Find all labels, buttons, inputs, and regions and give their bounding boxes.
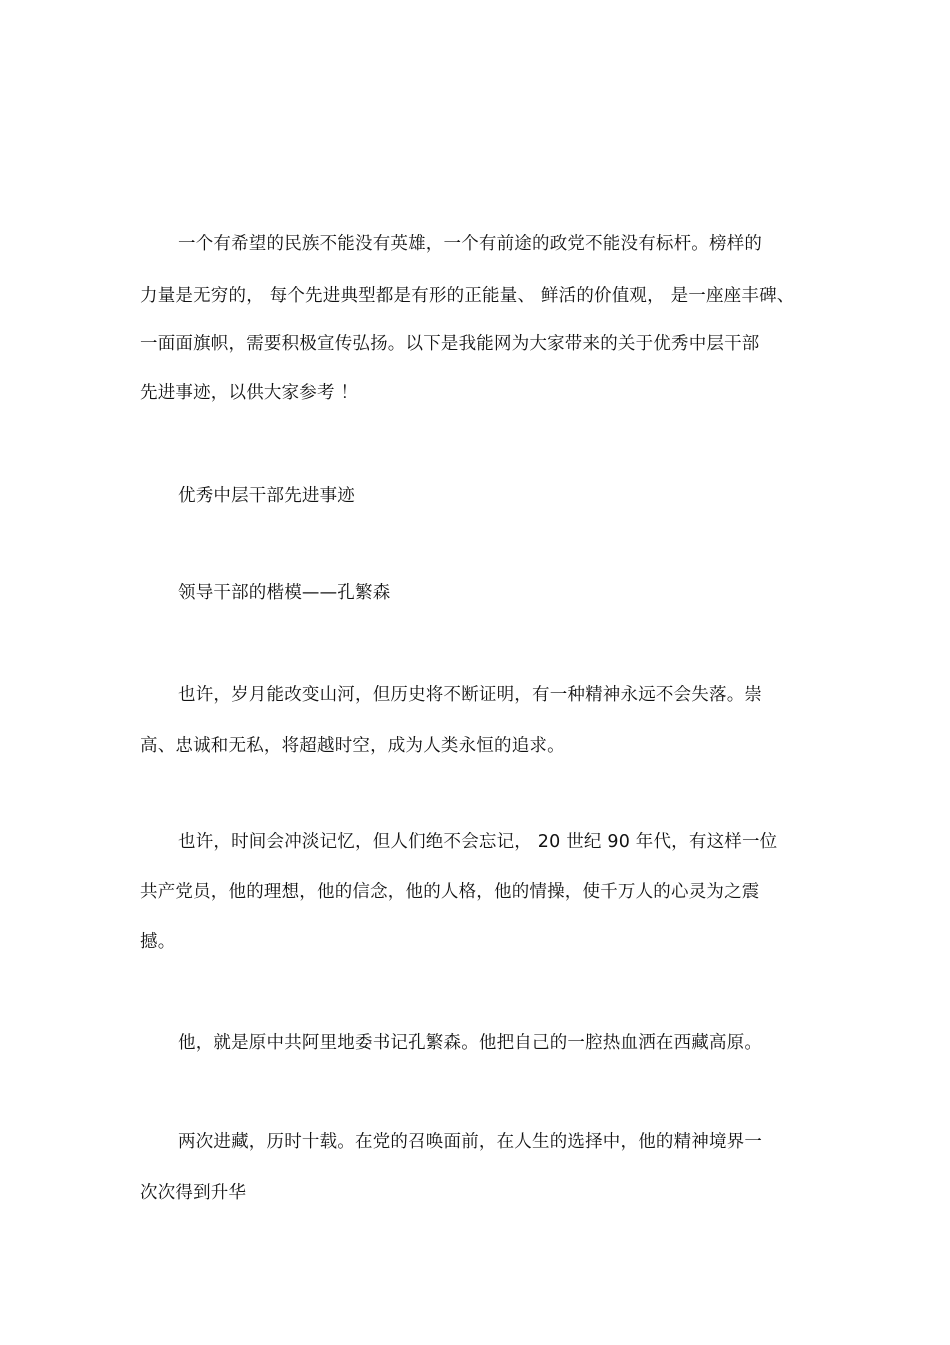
intro-line-2: 力量是无穷的， 每个先进典型都是有形的正能量、 鲜活的价值观， 是一座座丰碑、: [140, 286, 795, 306]
section-heading: 优秀中层干部先进事迹: [178, 486, 355, 506]
para4-line-1: 两次进藏，历时十载。在党的召唤面前，在人生的选择中，他的精神境界一: [178, 1132, 763, 1152]
intro-line-1: 一个有希望的民族不能没有英雄，一个有前途的政党不能没有标杆。榜样的: [178, 234, 763, 254]
para2-line-3: 撼。: [140, 932, 176, 952]
para2-line-1: 也许，时间会冲淡记忆，但人们绝不会忘记， 20 世纪 90 年代，有这样一位: [178, 832, 778, 852]
para1-line-2: 高、忠诚和无私，将超越时空，成为人类永恒的追求。: [140, 736, 565, 756]
intro-line-4: 先进事迹，以供大家参考 ！: [140, 383, 359, 403]
para3-line-1: 他，就是原中共阿里地委书记孔繁森。他把自己的一腔热血洒在西藏高原。: [178, 1033, 763, 1053]
para2-line-2: 共产党员，他的理想，他的信念，他的人格，他的情操，使千万人的心灵为之震: [140, 882, 760, 902]
para4-line-2: 次次得到升华: [140, 1183, 247, 1203]
intro-line-3: 一面面旗帜，需要积极宣传弘扬。以下是我能网为大家带来的关于优秀中层干部: [140, 334, 760, 354]
para1-line-1: 也许，岁月能改变山河，但历史将不断证明，有一种精神永远不会失落。崇: [178, 685, 763, 705]
section-subheading: 领导干部的楷模——孔繁森: [178, 583, 391, 603]
